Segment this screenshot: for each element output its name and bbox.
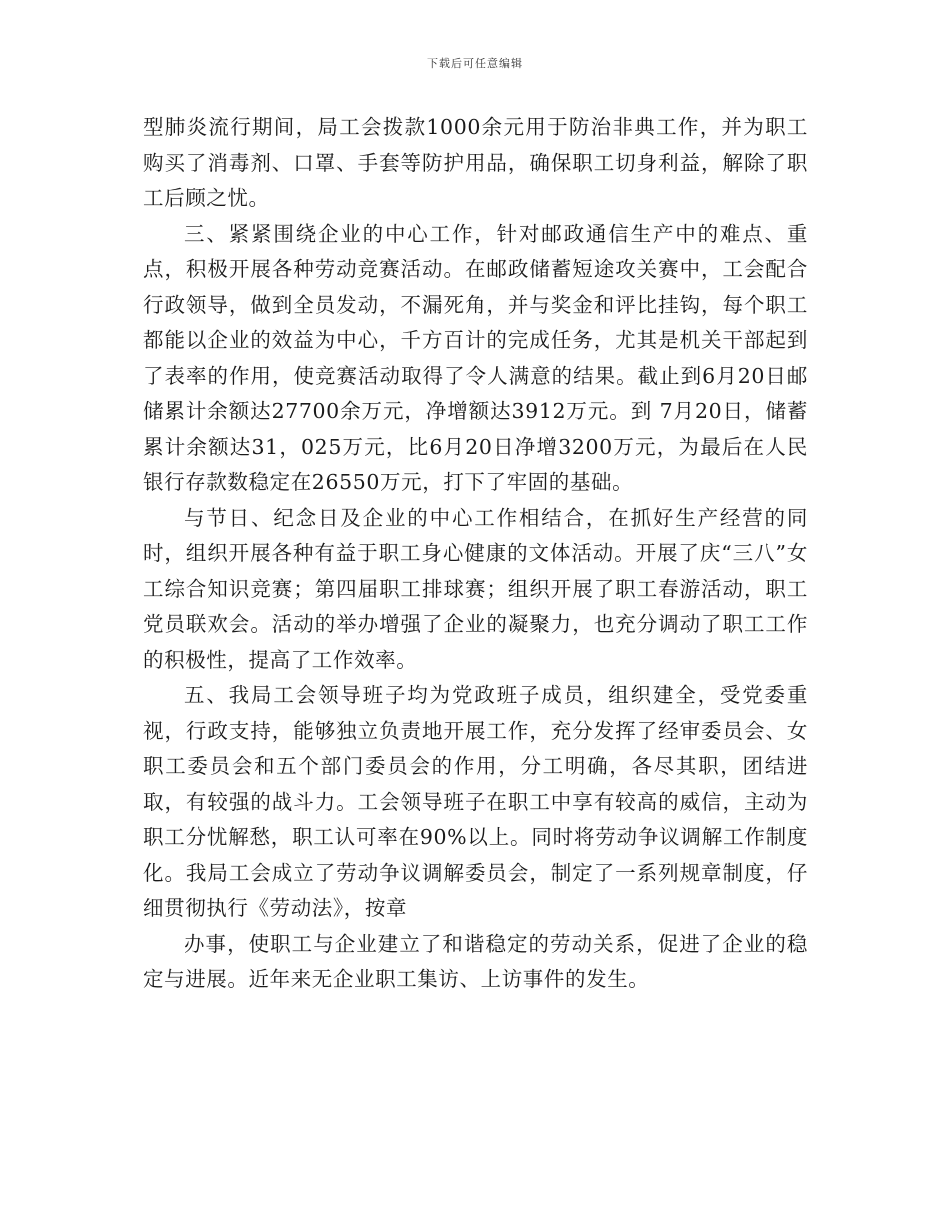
paragraph-1: 型肺炎流行期间，局工会拨款1000余元用于防治非典工作，并为职工购买了消毒剂、口罩、手套等防护用品，确保职工切身利益，解除了职工后顾之忧。	[143, 115, 808, 210]
paragraph-2: 三、紧紧围绕企业的中心工作，针对邮政通信生产中的难点、重点，积极开展各种劳动竞赛活动。在邮政储蓄短途攻关赛中，工会配合行政领导，做到全员发动，不漏死角，并与奖金和评比挂钩，每个职工都能以企业的效益为中心，千方百计的完成任务，尤其是机关干部起到了表率的作用，使竞赛活动取得了令人满意的结果。截止到6月20日邮储累计余额达27700余万元，净增额达3912万元。到 7月20日，储蓄累计余额达31，025万元，比6月20日净增3200万元，为最后在人民银行存款数稳定在26550万元，打下了牢固的基础。	[143, 221, 808, 494]
paragraph-5: 办事，使职工与企业建立了和谐稳定的劳动关系，促进了企业的稳定与进展。近年来无企业职工集访、上访事件的发生。	[143, 931, 808, 991]
page-header: 下载后可任意编辑	[427, 57, 523, 70]
paragraph-4: 五、我局工会领导班子均为党政班子成员，组织建全，受党委重视，行政支持，能够独立负责地开展工作，充分发挥了经审委员会、女职工委员会和五个部门委员会的作用，分工明确，各尽其职，团结进取，有较强的战斗力。工会领导班子在职工中享有较高的威信，主动为职工分忧解愁，职工认可率在90%以上。同时将劳动争议调解工作制度化。我局工会成立了劳动争议调解委员会，制定了一系列规章制度，仔细贯彻执行《劳动法》，按章	[143, 683, 808, 920]
document-body	[143, 110, 808, 998]
paragraph-3: 与节日、纪念日及企业的中心工作相结合，在抓好生产经营的同时，组织开展各种有益于职工身心健康的文体活动。开展了庆“三八”女工综合知识竞赛；第四届职工排球赛；组织开展了职工春游活动，职工党员联欢会。活动的举办增强了企业的凝聚力，也充分调动了职工工作的积极性，提高了工作效率。	[143, 505, 808, 672]
